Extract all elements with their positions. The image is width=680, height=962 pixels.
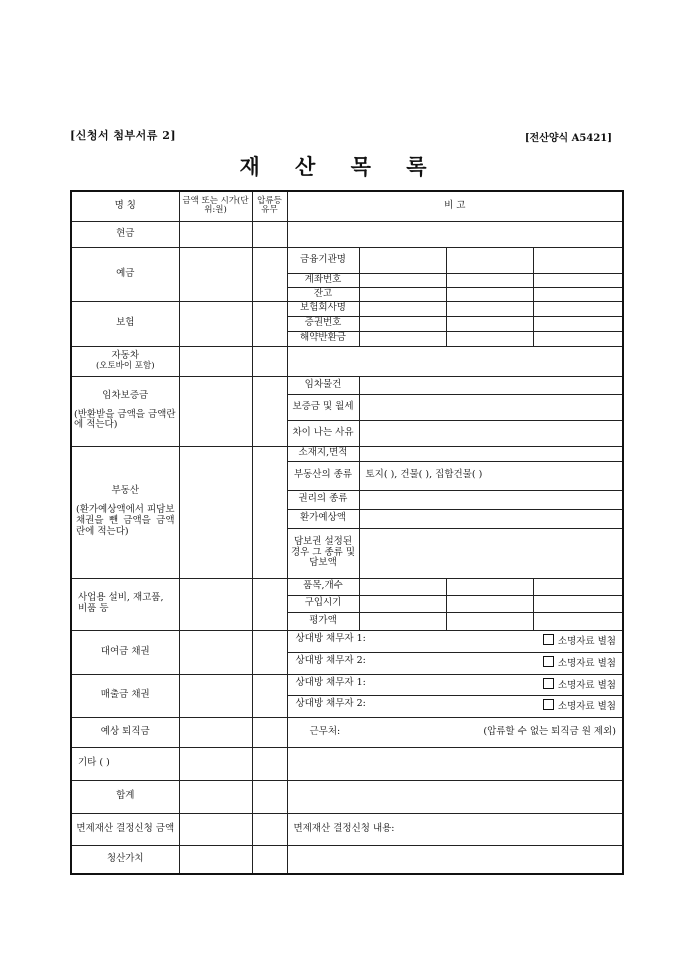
label-real-estate-main: 부동산 [111, 485, 140, 497]
amount-total[interactable] [179, 780, 252, 813]
value-location-area[interactable] [359, 446, 623, 461]
amount-loan-claims[interactable] [179, 630, 252, 674]
value-valuation-2[interactable] [446, 612, 533, 630]
amount-car[interactable] [179, 346, 252, 376]
row-deposit [71, 247, 623, 273]
sales-debtor-2[interactable] [287, 695, 623, 717]
seizure-sales-claims[interactable] [252, 674, 287, 717]
seizure-insurance[interactable] [252, 301, 287, 346]
field-bank-name: 금융기관명 [287, 247, 359, 273]
value-leased-item[interactable] [359, 376, 623, 394]
row-loan-claims [71, 630, 623, 652]
field-balance: 잔고 [287, 287, 359, 301]
label-real-estate [71, 446, 179, 578]
col-header-name: 명 칭 [71, 191, 179, 221]
row-severance [71, 717, 623, 747]
amount-business-assets[interactable] [179, 578, 252, 630]
value-account-2[interactable] [446, 273, 533, 287]
value-account-1[interactable] [359, 273, 446, 287]
seizure-total[interactable] [252, 780, 287, 813]
sales-debtor-1[interactable] [287, 674, 623, 695]
seizure-lease[interactable] [252, 376, 287, 446]
property-type-options[interactable]: 토지( ), 건물( ), 집합건물( ) [359, 461, 623, 490]
exemption-content[interactable]: 면제재산 결정신청 내용: [287, 813, 623, 845]
seizure-business-assets[interactable] [252, 578, 287, 630]
value-bank-name-3[interactable] [533, 247, 623, 273]
seizure-liquidation[interactable] [252, 845, 287, 874]
label-total: 합계 [71, 780, 179, 813]
seizure-loan-claims[interactable] [252, 630, 287, 674]
value-items-1[interactable] [359, 578, 446, 595]
value-refund-1[interactable] [359, 331, 446, 346]
severance-details[interactable] [287, 717, 623, 747]
sales-debtor-2-label: 상대방 채무자 2: [295, 698, 366, 710]
label-liquidation: 청산가치 [71, 845, 179, 874]
col-header-remarks: 비 고 [287, 191, 623, 221]
amount-sales-claims[interactable] [179, 674, 252, 717]
seizure-severance[interactable] [252, 717, 287, 747]
value-items-3[interactable] [533, 578, 623, 595]
label-sales-claims: 매출금 채권 [71, 674, 179, 717]
value-insurer-3[interactable] [533, 301, 623, 316]
label-lease [71, 376, 179, 446]
row-cash [71, 221, 623, 247]
asset-list-table [70, 190, 624, 875]
value-difference-reason[interactable] [359, 420, 623, 446]
field-policy-number: 증권번호 [287, 316, 359, 331]
field-valuation: 평가액 [287, 612, 359, 630]
value-insurer-1[interactable] [359, 301, 446, 316]
severance-exclusion: (압류할 수 없는 퇴직금 원 제외) [483, 725, 616, 737]
value-balance-2[interactable] [446, 287, 533, 301]
row-sales-claims [71, 674, 623, 695]
value-refund-3[interactable] [533, 331, 623, 346]
remarks-total[interactable] [287, 780, 623, 813]
value-items-2[interactable] [446, 578, 533, 595]
table-header-row [71, 191, 623, 221]
remarks-car[interactable] [287, 346, 623, 376]
sales-evidence-2-label: 소명자료 별첨 [557, 701, 616, 713]
label-car [71, 346, 179, 376]
label-insurance: 보험 [71, 301, 179, 346]
checkbox-icon[interactable] [543, 656, 554, 667]
value-expected-value[interactable] [359, 509, 623, 528]
remarks-cash[interactable] [287, 221, 623, 247]
label-exemption: 면제재산 결정신청 금액 [71, 813, 179, 845]
seizure-car[interactable] [252, 346, 287, 376]
value-bank-name-2[interactable] [446, 247, 533, 273]
loan-evidence-1-label: 소명자료 별첨 [557, 636, 616, 648]
field-insurer-name: 보험회사명 [287, 301, 359, 316]
remarks-other[interactable] [287, 747, 623, 780]
remarks-liquidation[interactable] [287, 845, 623, 874]
loan-evidence-2-label: 소명자료 별첨 [557, 658, 616, 670]
loan-evidence-1[interactable] [543, 634, 616, 648]
field-purchase-date: 구입시기 [287, 595, 359, 612]
seizure-real-estate[interactable] [252, 446, 287, 578]
loan-debtor-1[interactable] [287, 630, 623, 652]
row-business-assets [71, 578, 623, 595]
label-severance: 예상 퇴직금 [71, 717, 179, 747]
form-code: [전산양식 A5421] [524, 133, 612, 144]
row-other [71, 747, 623, 780]
amount-other[interactable] [179, 747, 252, 780]
label-car-sub: (오토바이 포함) [95, 361, 155, 371]
label-business-assets: 사업용 설비, 재고품, 비품 등 [71, 578, 179, 630]
label-loan-claims: 대여금 채권 [71, 630, 179, 674]
page-title: 재 산 목 록 [239, 154, 441, 179]
field-account-number: 계좌번호 [287, 273, 359, 287]
seizure-other[interactable] [252, 747, 287, 780]
row-insurance [71, 301, 623, 316]
col-header-seizure: 압류등 유무 [252, 191, 287, 221]
loan-evidence-2[interactable] [543, 656, 616, 670]
seizure-cash[interactable] [252, 221, 287, 247]
field-leased-item: 임차물건 [287, 376, 359, 394]
row-exemption [71, 813, 623, 845]
field-expected-value: 환가예상액 [287, 509, 359, 528]
amount-real-estate[interactable] [179, 446, 252, 578]
field-items-count: 품목,개수 [287, 578, 359, 595]
sales-debtor-1-label: 상대방 채무자 1: [295, 676, 366, 688]
value-collateral[interactable] [359, 528, 623, 578]
field-property-type: 부동산의 종류 [287, 461, 359, 490]
severance-workplace: 근무처: [309, 725, 341, 737]
amount-liquidation[interactable] [179, 845, 252, 874]
checkbox-icon[interactable] [543, 678, 554, 689]
seizure-exemption[interactable] [252, 813, 287, 845]
row-real-estate [71, 446, 623, 461]
sales-evidence-1-label: 소명자료 별첨 [557, 679, 616, 691]
label-lease-main: 임차보증금 [102, 389, 149, 401]
value-policy-2[interactable] [446, 316, 533, 331]
value-valuation-1[interactable] [359, 612, 446, 630]
value-balance-3[interactable] [533, 287, 623, 301]
value-purchase-2[interactable] [446, 595, 533, 612]
value-right-type[interactable] [359, 490, 623, 509]
value-policy-1[interactable] [359, 316, 446, 331]
col-header-amount: 금액 또는 시가(단위:원) [179, 191, 252, 221]
value-purchase-1[interactable] [359, 595, 446, 612]
value-deposit-rent[interactable] [359, 394, 623, 420]
value-insurer-2[interactable] [446, 301, 533, 316]
amount-lease[interactable] [179, 376, 252, 446]
row-liquidation [71, 845, 623, 874]
sales-evidence-1[interactable] [543, 678, 616, 692]
label-lease-note: (반환받을 금액을 금액란에 적는다) [74, 408, 176, 431]
checkbox-icon[interactable] [543, 634, 554, 645]
asset-list-table-wrap [70, 190, 622, 875]
row-total [71, 780, 623, 813]
row-lease [71, 376, 623, 394]
field-difference-reason: 차이 나는 사유 [287, 420, 359, 446]
loan-debtor-2[interactable] [287, 652, 623, 674]
field-surrender-value: 해약반환금 [287, 331, 359, 346]
label-real-estate-note: (환가예상액에서 피담보채권을 뺀 금액을 금액란에 적는다) [76, 504, 175, 537]
seizure-deposit[interactable] [252, 247, 287, 301]
value-bank-name-1[interactable] [359, 247, 446, 273]
amount-deposit[interactable] [179, 247, 252, 301]
value-policy-3[interactable] [533, 316, 623, 331]
field-collateral: 담보권 설정된 경우 그 종류 및 담보액 [287, 528, 359, 578]
sales-evidence-2[interactable] [543, 699, 616, 713]
field-right-type: 권리의 종류 [287, 490, 359, 509]
label-cash: 현금 [71, 221, 179, 247]
label-other: 기타 ( ) [71, 747, 179, 780]
attachment-label: [신청서 첨부서류 2] [70, 129, 177, 142]
field-location-area: 소재지,면적 [287, 446, 359, 461]
amount-exemption[interactable] [179, 813, 252, 845]
amount-cash[interactable] [179, 221, 252, 247]
value-refund-2[interactable] [446, 331, 533, 346]
label-car-main: 자동차 [111, 350, 140, 362]
value-account-3[interactable] [533, 273, 623, 287]
label-deposit: 예금 [71, 247, 179, 301]
value-purchase-3[interactable] [533, 595, 623, 612]
loan-debtor-2-label: 상대방 채무자 2: [295, 655, 366, 667]
loan-debtor-1-label: 상대방 채무자 1: [295, 633, 366, 645]
field-deposit-rent: 보증금 및 월세 [287, 394, 359, 420]
checkbox-icon[interactable] [543, 699, 554, 710]
value-valuation-3[interactable] [533, 612, 623, 630]
value-balance-1[interactable] [359, 287, 446, 301]
amount-severance[interactable] [179, 717, 252, 747]
amount-insurance[interactable] [179, 301, 252, 346]
row-car [71, 346, 623, 376]
